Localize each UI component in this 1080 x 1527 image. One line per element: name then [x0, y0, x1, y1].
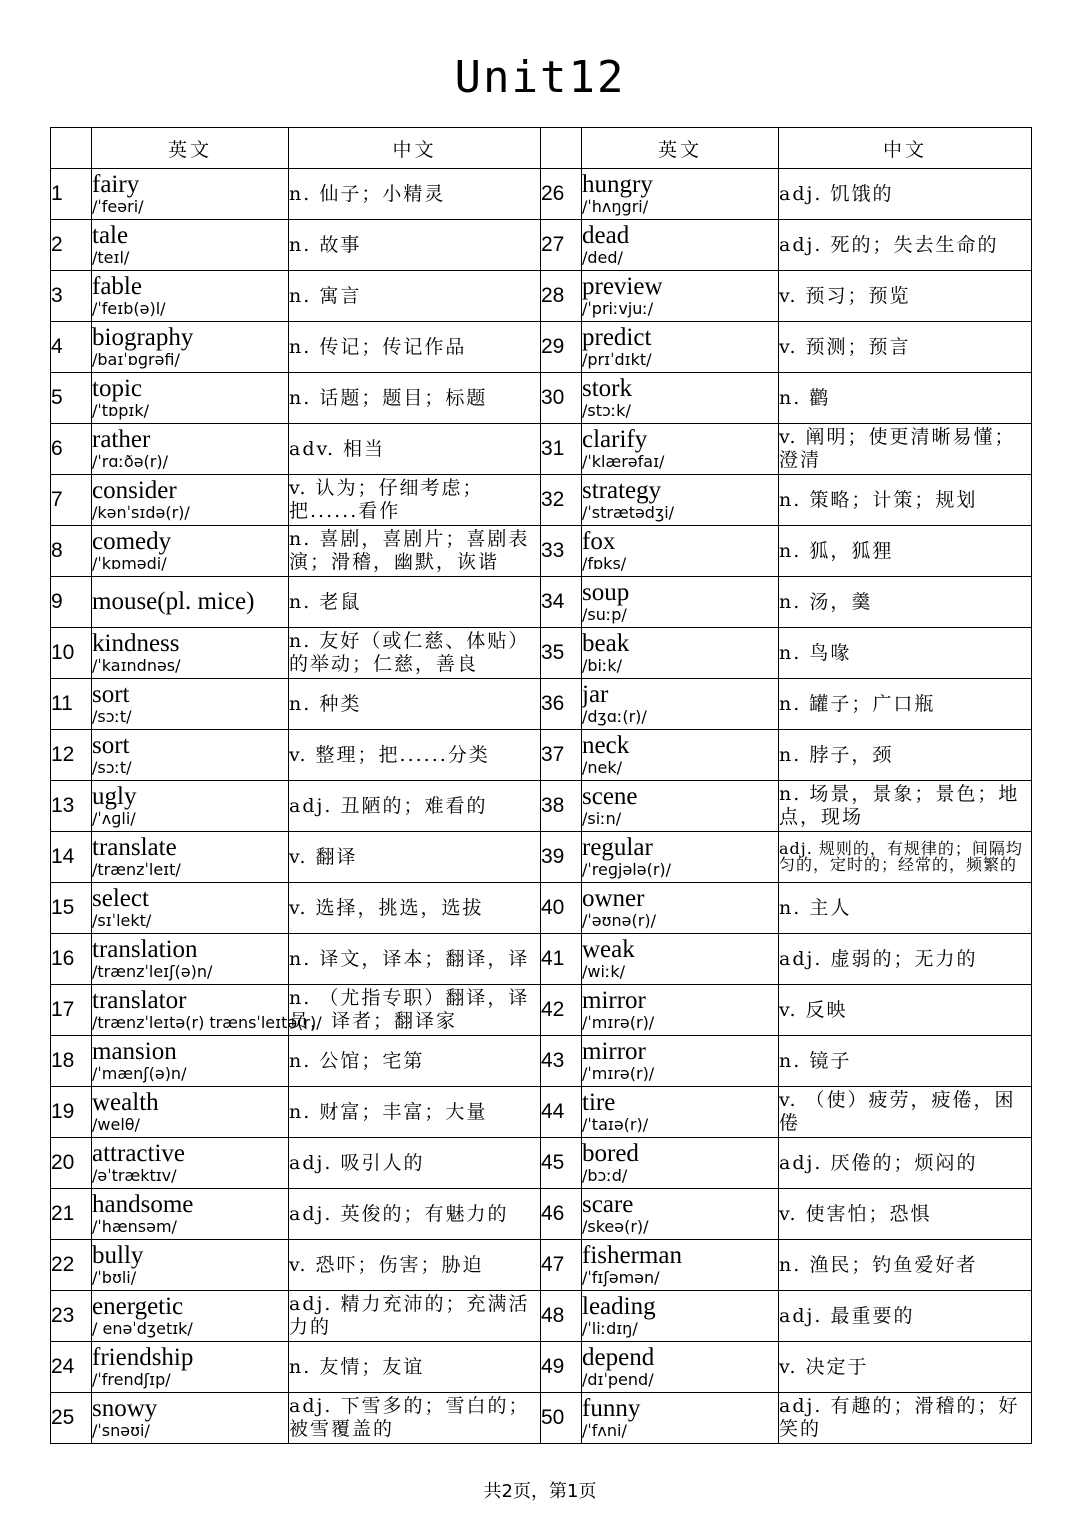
english-word: fairy — [92, 171, 140, 198]
english-word: weak — [582, 936, 635, 963]
entry-number: 7 — [51, 475, 92, 526]
english-cell — [582, 1138, 779, 1189]
english-cell — [582, 1240, 779, 1291]
english-cell — [92, 1087, 289, 1138]
phonetic: /ˈʌɡli/ — [92, 809, 136, 828]
chinese-meaning: adj. 下雪多的；雪白的；被雪覆盖的 — [289, 1393, 541, 1444]
header-blank-left — [51, 128, 92, 169]
phonetic: /ˈpriːvjuː/ — [582, 299, 654, 318]
table-header-row — [51, 128, 1032, 169]
entry-number: 41 — [541, 934, 582, 985]
english-word: fable — [92, 273, 142, 300]
english-cell — [582, 220, 779, 271]
chinese-meaning: n. 仙子；小精灵 — [289, 169, 541, 220]
english-cell — [582, 1291, 779, 1342]
entry-number: 15 — [51, 883, 92, 934]
english-cell — [92, 1393, 289, 1444]
phonetic: /ˈhʌŋgri/ — [582, 197, 649, 216]
phonetic: /ˈmænʃ(ə)n/ — [92, 1064, 187, 1083]
english-cell — [582, 577, 779, 628]
table-row — [51, 526, 1032, 577]
english-cell — [92, 934, 289, 985]
table-row — [51, 730, 1032, 781]
phonetic: /ˈmɪrə(r)/ — [582, 1064, 655, 1083]
english-word: stork — [582, 375, 632, 402]
table-row — [51, 832, 1032, 883]
chinese-meaning: n. 故事 — [289, 220, 541, 271]
english-cell — [92, 1291, 289, 1342]
english-word: depend — [582, 1344, 655, 1371]
table-row — [51, 1087, 1032, 1138]
chinese-meaning: n. 渔民；钓鱼爱好者 — [779, 1240, 1032, 1291]
phonetic: /ˈliːdɪŋ/ — [582, 1319, 638, 1338]
chinese-meaning: v. 恐吓；伤害；胁迫 — [289, 1240, 541, 1291]
entry-number: 27 — [541, 220, 582, 271]
english-cell — [582, 271, 779, 322]
english-cell — [92, 373, 289, 424]
chinese-meaning: v. 使害怕；恐惧 — [779, 1189, 1032, 1240]
english-cell — [582, 679, 779, 730]
chinese-meaning: n. 脖子，颈 — [779, 730, 1032, 781]
table-row — [51, 1240, 1032, 1291]
chinese-meaning: adj. 厌倦的；烦闷的 — [779, 1138, 1032, 1189]
phonetic: /ˈmɪrə(r)/ — [582, 1013, 655, 1032]
chinese-meaning: n. 主人 — [779, 883, 1032, 934]
chinese-meaning: n. 话题；题目；标题 — [289, 373, 541, 424]
chinese-meaning: v. 认为；仔细考虑；把......看作 — [289, 475, 541, 526]
table-row — [51, 1036, 1032, 1087]
chinese-meaning: n. 喜剧，喜剧片；喜剧表演；滑稽，幽默，诙谐 — [289, 526, 541, 577]
table-row — [51, 1189, 1032, 1240]
phonetic: /biːk/ — [582, 656, 623, 675]
english-word: kindness — [92, 630, 180, 657]
chinese-meaning: adj. 死的；失去生命的 — [779, 220, 1032, 271]
chinese-meaning: n. 镜子 — [779, 1036, 1032, 1087]
chinese-meaning: n. 罐子；广口瓶 — [779, 679, 1032, 730]
table-row — [51, 220, 1032, 271]
entry-number: 1 — [51, 169, 92, 220]
phonetic: /ˈtaɪə(r)/ — [582, 1115, 649, 1134]
table-row — [51, 424, 1032, 475]
table-row — [51, 883, 1032, 934]
english-word: biography — [92, 324, 194, 351]
chinese-meaning: adj. 有趣的；滑稽的；好笑的 — [779, 1393, 1032, 1444]
chinese-meaning: n. 友好（或仁慈、体贴）的举动；仁慈，善良 — [289, 628, 541, 679]
english-word: fox — [582, 528, 616, 555]
chinese-meaning: adv. 相当 — [289, 424, 541, 475]
english-word: snowy — [92, 1395, 158, 1422]
english-cell — [92, 832, 289, 883]
english-word: ugly — [92, 783, 137, 810]
entry-number: 17 — [51, 985, 92, 1036]
english-word: funny — [582, 1395, 641, 1422]
chinese-meaning: v. 翻译 — [289, 832, 541, 883]
english-cell — [92, 220, 289, 271]
english-cell — [582, 1036, 779, 1087]
english-word: sort — [92, 732, 130, 759]
english-word: wealth — [92, 1089, 159, 1116]
vocabulary-table — [50, 127, 1032, 1444]
entry-number: 38 — [541, 781, 582, 832]
english-cell — [92, 1189, 289, 1240]
english-word: bored — [582, 1140, 639, 1167]
table-row — [51, 1138, 1032, 1189]
chinese-meaning: n. （尤指专职）翻译，译员，译者；翻译家 — [289, 985, 541, 1036]
chinese-meaning: n. 狐，狐狸 — [779, 526, 1032, 577]
entry-number: 26 — [541, 169, 582, 220]
english-word: mirror — [582, 1038, 646, 1065]
phonetic: /sɔːt/ — [92, 707, 132, 726]
table-row — [51, 373, 1032, 424]
chinese-meaning: n. 友情；友谊 — [289, 1342, 541, 1393]
phonetic: /prɪˈdɪkt/ — [582, 350, 652, 369]
entry-number: 50 — [541, 1393, 582, 1444]
phonetic: / enəˈdʒetɪk/ — [92, 1319, 193, 1338]
entry-number: 12 — [51, 730, 92, 781]
english-cell — [92, 1138, 289, 1189]
english-word: energetic — [92, 1293, 184, 1320]
english-word: soup — [582, 579, 630, 606]
phonetic: /ˈbʊli/ — [92, 1268, 137, 1287]
english-word: owner — [582, 885, 645, 912]
entry-number: 8 — [51, 526, 92, 577]
table-row — [51, 628, 1032, 679]
english-cell — [582, 1087, 779, 1138]
phonetic: /ˈfeəri/ — [92, 197, 144, 216]
english-word: leading — [582, 1293, 656, 1320]
table-row — [51, 577, 1032, 628]
english-cell — [582, 322, 779, 373]
page-title: Unit12 — [454, 52, 626, 103]
entry-number: 30 — [541, 373, 582, 424]
chinese-meaning: v. 预测；预言 — [779, 322, 1032, 373]
english-word: hungry — [582, 171, 653, 198]
english-word: scene — [582, 783, 638, 810]
table-row — [51, 271, 1032, 322]
english-word: rather — [92, 426, 151, 453]
header-english-right: 英文 — [582, 128, 779, 169]
entry-number: 33 — [541, 526, 582, 577]
english-cell — [582, 1393, 779, 1444]
phonetic: /siːn/ — [582, 809, 622, 828]
chinese-meaning: n. 汤，羹 — [779, 577, 1032, 628]
english-word: translate — [92, 834, 177, 861]
chinese-meaning: n. 策略；计策；规划 — [779, 475, 1032, 526]
chinese-meaning: v. （使）疲劳，疲倦，困倦 — [779, 1087, 1032, 1138]
phonetic: /ˈtɒpɪk/ — [92, 401, 149, 420]
chinese-meaning: adj. 最重要的 — [779, 1291, 1032, 1342]
phonetic: /ˈfrendʃɪp/ — [92, 1370, 171, 1389]
phonetic: /ˈfeɪb(ə)l/ — [92, 299, 166, 318]
english-word: predict — [582, 324, 652, 351]
english-cell — [92, 1240, 289, 1291]
chinese-meaning: adj. 英俊的；有魅力的 — [289, 1189, 541, 1240]
entry-number: 46 — [541, 1189, 582, 1240]
english-cell — [582, 730, 779, 781]
english-word: mirror — [582, 987, 646, 1014]
phonetic: /skeə(r)/ — [582, 1217, 649, 1236]
english-cell — [92, 475, 289, 526]
english-cell — [92, 271, 289, 322]
phonetic: /fɒks/ — [582, 554, 627, 573]
english-word: attractive — [92, 1140, 185, 1167]
table-row — [51, 781, 1032, 832]
phonetic: /stɔːk/ — [582, 401, 631, 420]
english-word: select — [92, 885, 149, 912]
entry-number: 39 — [541, 832, 582, 883]
entry-number: 42 — [541, 985, 582, 1036]
english-cell — [92, 526, 289, 577]
entry-number: 43 — [541, 1036, 582, 1087]
table-row — [51, 1393, 1032, 1444]
english-cell — [92, 730, 289, 781]
chinese-meaning: n. 译文，译本；翻译，译 — [289, 934, 541, 985]
english-cell — [582, 934, 779, 985]
chinese-meaning: v. 反映 — [779, 985, 1032, 1036]
entry-number: 9 — [51, 577, 92, 628]
phonetic: /ˈəʊnə(r)/ — [582, 911, 656, 930]
header-english-left: 英文 — [92, 128, 289, 169]
english-word: mouse(pl. mice) — [92, 588, 255, 615]
english-cell — [92, 1342, 289, 1393]
table-row — [51, 934, 1032, 985]
entry-number: 3 — [51, 271, 92, 322]
header-blank-right — [541, 128, 582, 169]
phonetic: /trænzˈleɪʃ(ə)n/ — [92, 962, 213, 981]
chinese-meaning: n. 老鼠 — [289, 577, 541, 628]
entry-number: 48 — [541, 1291, 582, 1342]
english-word: beak — [582, 630, 630, 657]
phonetic: /trænzˈleɪtə(r) trænsˈleɪtə(r)/ — [92, 1013, 322, 1032]
entry-number: 4 — [51, 322, 92, 373]
phonetic: /sɪˈlekt/ — [92, 911, 152, 930]
entry-number: 35 — [541, 628, 582, 679]
english-word: translator — [92, 987, 187, 1014]
entry-number: 20 — [51, 1138, 92, 1189]
entry-number: 21 — [51, 1189, 92, 1240]
phonetic: /baɪˈɒɡrəfi/ — [92, 350, 180, 369]
table-row — [51, 475, 1032, 526]
page-footer: 共2页，第1页 — [483, 1481, 597, 1502]
entry-number: 29 — [541, 322, 582, 373]
chinese-meaning: adj. 丑陋的；难看的 — [289, 781, 541, 832]
chinese-meaning: n. 场景，景象；景色；地点，现场 — [779, 781, 1032, 832]
phonetic: /bɔːd/ — [582, 1166, 628, 1185]
english-word: translation — [92, 936, 198, 963]
phonetic: /ˈfʌni/ — [582, 1421, 627, 1440]
phonetic: /welθ/ — [92, 1115, 140, 1134]
entry-number: 10 — [51, 628, 92, 679]
chinese-meaning: adj. 规则的，有规律的；间隔均匀的，定时的；经常的，频繁的 — [779, 832, 1032, 883]
chinese-meaning: adj. 虚弱的；无力的 — [779, 934, 1032, 985]
entry-number: 36 — [541, 679, 582, 730]
phonetic: /teɪl/ — [92, 248, 130, 267]
table-row — [51, 679, 1032, 730]
english-cell — [582, 1342, 779, 1393]
english-cell — [92, 1036, 289, 1087]
english-word: scare — [582, 1191, 634, 1218]
entry-number: 18 — [51, 1036, 92, 1087]
entry-number: 13 — [51, 781, 92, 832]
table-row — [51, 322, 1032, 373]
english-cell — [582, 169, 779, 220]
english-word: strategy — [582, 477, 662, 504]
english-word: comedy — [92, 528, 172, 555]
phonetic: /ˈrɑːðə(r)/ — [92, 452, 168, 471]
phonetic: /ˈsnəʊi/ — [92, 1421, 150, 1440]
chinese-meaning: n. 公馆；宅第 — [289, 1036, 541, 1087]
phonetic: /ˈkɒmədi/ — [92, 554, 167, 573]
chinese-meaning: n. 寓言 — [289, 271, 541, 322]
english-cell — [582, 424, 779, 475]
english-cell — [582, 883, 779, 934]
english-word: friendship — [92, 1344, 194, 1371]
entry-number: 40 — [541, 883, 582, 934]
english-word: topic — [92, 375, 142, 402]
english-cell — [92, 577, 289, 628]
english-word: tire — [582, 1089, 616, 1116]
entry-number: 31 — [541, 424, 582, 475]
phonetic: /dɪˈpend/ — [582, 1370, 654, 1389]
entry-number: 34 — [541, 577, 582, 628]
entry-number: 45 — [541, 1138, 582, 1189]
chinese-meaning: v. 整理；把......分类 — [289, 730, 541, 781]
english-word: preview — [582, 273, 663, 300]
english-cell — [582, 373, 779, 424]
english-cell — [582, 526, 779, 577]
phonetic: /ded/ — [582, 248, 623, 267]
english-word: handsome — [92, 1191, 194, 1218]
english-word: fisherman — [582, 1242, 682, 1269]
english-cell — [582, 1189, 779, 1240]
phonetic: /ˈkaɪndnəs/ — [92, 656, 181, 675]
entry-number: 23 — [51, 1291, 92, 1342]
table-row — [51, 1342, 1032, 1393]
entry-number: 5 — [51, 373, 92, 424]
phonetic: /ˈklærəfaɪ/ — [582, 452, 665, 471]
english-cell — [582, 985, 779, 1036]
table-row — [51, 1291, 1032, 1342]
english-word: regular — [582, 834, 653, 861]
table-row — [51, 169, 1032, 220]
chinese-meaning: n. 财富；丰富；大量 — [289, 1087, 541, 1138]
entry-number: 11 — [51, 679, 92, 730]
entry-number: 44 — [541, 1087, 582, 1138]
english-cell — [92, 322, 289, 373]
phonetic: /sɔːt/ — [92, 758, 132, 777]
english-cell — [92, 781, 289, 832]
entry-number: 6 — [51, 424, 92, 475]
english-cell — [92, 985, 322, 1036]
english-cell — [92, 169, 289, 220]
phonetic: /nek/ — [582, 758, 623, 777]
english-cell — [582, 832, 779, 883]
entry-number: 49 — [541, 1342, 582, 1393]
english-word: tale — [92, 222, 129, 249]
english-cell — [582, 475, 779, 526]
phonetic: /ˈreɡjələ(r)/ — [582, 860, 672, 879]
phonetic: /kənˈsɪdə(r)/ — [92, 503, 190, 522]
chinese-meaning: adj. 精力充沛的；充满活力的 — [289, 1291, 541, 1342]
phonetic: /trænzˈleɪt/ — [92, 860, 181, 879]
english-cell — [582, 628, 779, 679]
chinese-meaning: n. 种类 — [289, 679, 541, 730]
header-chinese-left: 中文 — [289, 128, 541, 169]
chinese-meaning: v. 阐明；使更清晰易懂；澄清 — [779, 424, 1032, 475]
entry-number: 14 — [51, 832, 92, 883]
chinese-meaning: adj. 吸引人的 — [289, 1138, 541, 1189]
entry-number: 2 — [51, 220, 92, 271]
table-row — [51, 985, 1032, 1036]
entry-number: 25 — [51, 1393, 92, 1444]
chinese-meaning: n. 鹳 — [779, 373, 1032, 424]
english-word: mansion — [92, 1038, 177, 1065]
english-cell — [92, 424, 289, 475]
phonetic: /ˈfɪʃəmən/ — [582, 1268, 660, 1287]
english-cell — [92, 883, 289, 934]
english-word: neck — [582, 732, 630, 759]
phonetic: /dʒɑː(r)/ — [582, 707, 647, 726]
phonetic: /ˈstrætədʒi/ — [582, 503, 675, 522]
chinese-meaning: v. 预习；预览 — [779, 271, 1032, 322]
chinese-meaning: n. 鸟喙 — [779, 628, 1032, 679]
entry-number: 28 — [541, 271, 582, 322]
entry-number: 22 — [51, 1240, 92, 1291]
english-word: dead — [582, 222, 630, 249]
chinese-meaning: adj. 饥饿的 — [779, 169, 1032, 220]
english-cell — [92, 679, 289, 730]
english-cell — [92, 628, 289, 679]
english-cell — [582, 781, 779, 832]
english-word: consider — [92, 477, 177, 504]
entry-number: 24 — [51, 1342, 92, 1393]
english-word: jar — [582, 681, 609, 708]
english-word: clarify — [582, 426, 648, 453]
header-chinese-right: 中文 — [779, 128, 1032, 169]
phonetic: /əˈtræktɪv/ — [92, 1166, 177, 1185]
entry-number: 19 — [51, 1087, 92, 1138]
chinese-meaning: v. 选择，挑选，选拔 — [289, 883, 541, 934]
entry-number: 32 — [541, 475, 582, 526]
entry-number: 37 — [541, 730, 582, 781]
entry-number: 47 — [541, 1240, 582, 1291]
english-word: bully — [92, 1242, 144, 1269]
chinese-meaning: n. 传记；传记作品 — [289, 322, 541, 373]
phonetic: /wiːk/ — [582, 962, 625, 981]
entry-number: 16 — [51, 934, 92, 985]
phonetic: /suːp/ — [582, 605, 627, 624]
chinese-meaning: v. 决定于 — [779, 1342, 1032, 1393]
english-word: sort — [92, 681, 130, 708]
phonetic: /ˈhænsəm/ — [92, 1217, 177, 1236]
